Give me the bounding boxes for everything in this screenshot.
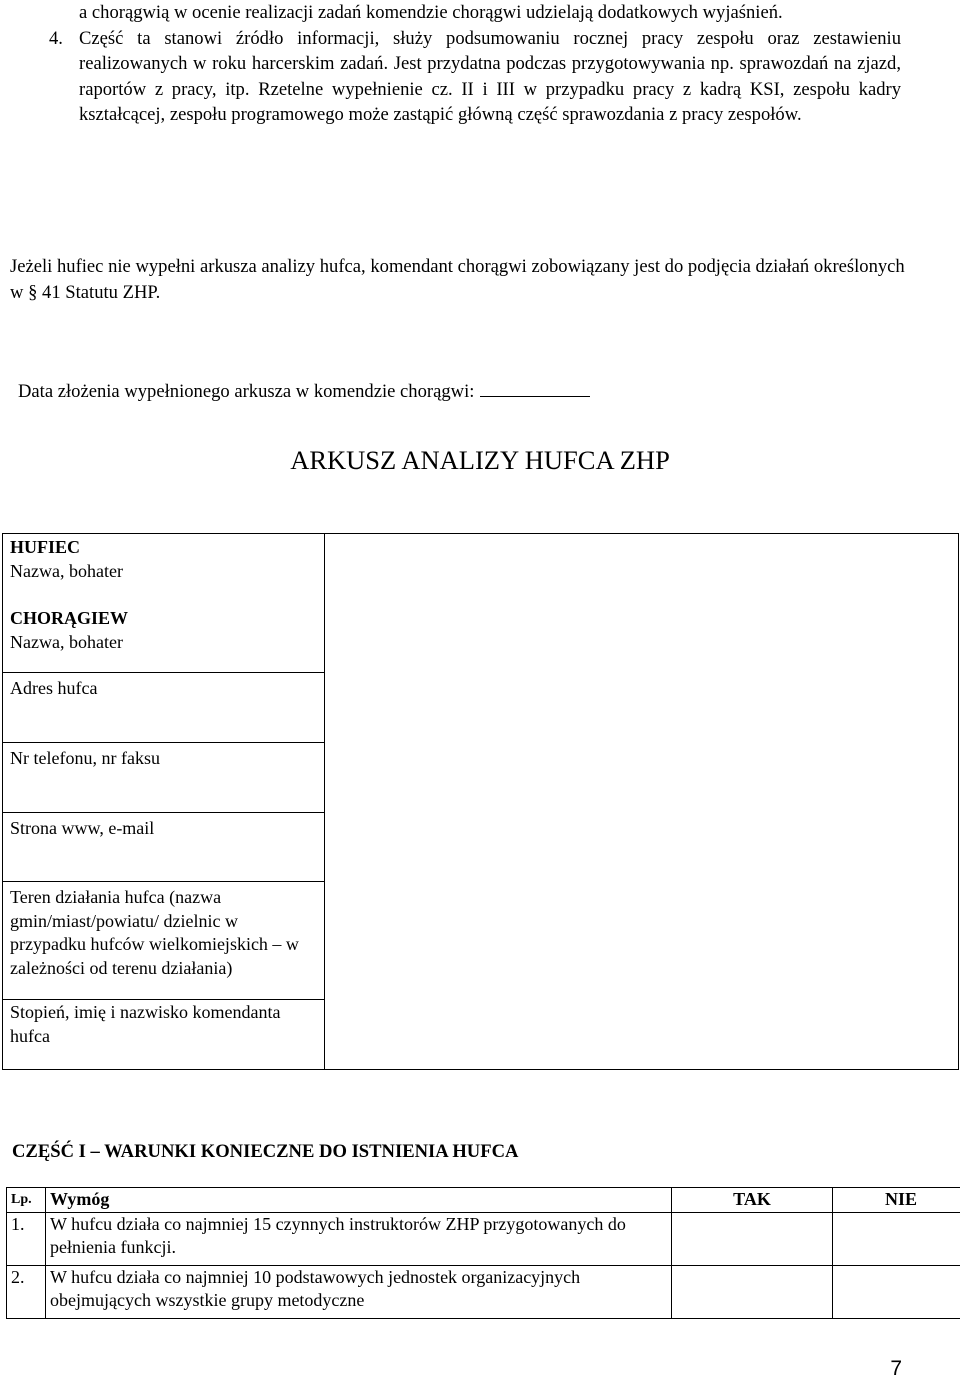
instructions-block	[79, 0, 901, 128]
row-lp: 1.	[7, 1212, 46, 1265]
row-nie-cell[interactable]	[833, 1212, 960, 1265]
row-tak-cell[interactable]	[672, 1212, 833, 1265]
page-number: 7	[890, 1357, 902, 1381]
phone-fax-label: Nr telefonu, nr faksu	[3, 743, 325, 813]
row-requirement: W hufcu działa co najmniej 10 podstawowych jednostek organizacyjnych obejmujących wszystkie grupy metodyczne	[46, 1265, 672, 1318]
header-wymog: Wymóg	[46, 1188, 672, 1213]
row-nie-cell[interactable]	[833, 1265, 960, 1318]
item-text: Część ta stanowi źródło informacji, służy podsumowaniu rocznej pracy zespołu oraz zestawieniu realizowanych w roku harcerskim zadań. Jest przydatna podczas przygotowywania np. sprawozdań na zjazd, raportów z pracy, itp. Rzetelne wypełnienie cz. II i III w przypadku pracy z kadrą KSI, zespołu kadry kształcącej, zespołu programowego może zastąpić główną część sprawozdania z pracy zespołów.	[79, 28, 901, 126]
document-title: ARKUSZ ANALIZY HUFCA ZHP	[0, 444, 960, 476]
row-requirement: W hufcu działa co najmniej 15 czynnych instruktorów ZHP przygotowanych do pełnienia funkcji.	[46, 1212, 672, 1265]
submission-date-blank[interactable]	[480, 378, 590, 397]
choragiew-heading: CHORĄGIEW	[10, 607, 318, 631]
row-lp: 2.	[7, 1265, 46, 1318]
hufiec-heading: HUFIEC	[10, 536, 318, 560]
header-tak: TAK	[672, 1188, 833, 1213]
requirements-header-row	[7, 1188, 960, 1213]
table-row	[7, 1265, 960, 1318]
table-row	[7, 1212, 960, 1265]
unit-info-table	[2, 533, 959, 1070]
submission-date-line	[18, 378, 590, 404]
row-tak-cell[interactable]	[672, 1265, 833, 1318]
requirements-table	[6, 1187, 960, 1319]
submission-date-label: Data złożenia wypełnionego arkusza w komendzie chorągwi:	[18, 381, 474, 402]
unit-info-values-cell[interactable]	[325, 534, 959, 1070]
notice-paragraph: Jeżeli hufiec nie wypełni arkusza analizy hufca, komendant chorągwi zobowiązany jest do podjęcia działań określonych w § 41 Statutu ZHP.	[10, 254, 910, 306]
choragiew-subheading: Nazwa, bohater	[10, 631, 318, 655]
header-nie: NIE	[833, 1188, 960, 1213]
address-label: Adres hufca	[3, 673, 325, 743]
www-email-label: Strona www, e-mail	[3, 813, 325, 882]
area-label: Teren działania hufca (nazwa gmin/miast/powiatu/ dzielnic w przypadku hufców wielkomiejskich – w zależności od terenu działania)	[3, 882, 325, 1000]
commander-label: Stopień, imię i nazwisko komendanta hufca	[3, 1000, 325, 1070]
hufiec-choragiew-label-cell	[3, 534, 325, 673]
hufiec-subheading: Nazwa, bohater	[10, 560, 318, 584]
instructions-item-4	[79, 26, 901, 128]
header-lp: Lp.	[7, 1188, 46, 1213]
instructions-continuation: a chorągwią w ocenie realizacji zadań komendzie chorągwi udzielają dodatkowych wyjaśnień.	[79, 0, 901, 26]
section-title: CZĘŚĆ I – WARUNKI KONIECZNE DO ISTNIENIA HUFCA	[12, 1140, 518, 1164]
item-number: 4.	[49, 26, 79, 52]
